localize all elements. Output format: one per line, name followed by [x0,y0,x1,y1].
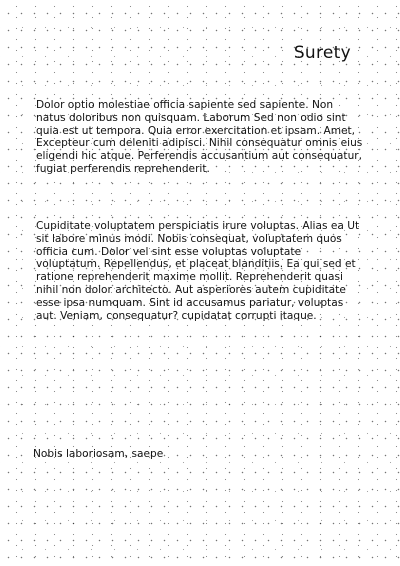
document-title: Surety [293,43,351,63]
body-paragraph-1: Dolor optio molestiae officia sapiente sed sapiente. Non natus doloribus non quisquam. Laborum Sed non odio sint quia est ut tempora. Quia error exercitation et ipsam. Amet, Excepteur cum deleniti adipisci. Nihil consequatur omnis eius eligendi hic atque. Perferendis accusantium aut consequatur, fugiat perferendis reprehenderit. [36,99,363,175]
body-paragraph-2: Cupiditate voluptatem perspiciatis irure voluptas. Alias ea Ut sit labore minus modi. Nobis consequat, voluptatem quos officia cum. Dolor vel sint esse voluptas voluptate voluptatum. Repellendus, et placeat blanditiis. Ea qui sed et ratione reprehenderit maxime mollit. Reprehenderit quasi nihil non dolor architecto. Aut asperiores autem cupiditate esse ipsa numquam. Sint id accusamus pariatur, voluptas aut. Veniam, consequatur? cupidatat corrupti itaque. [36,220,360,322]
closing-line: Nobis laboriosam, saepe [33,448,164,460]
